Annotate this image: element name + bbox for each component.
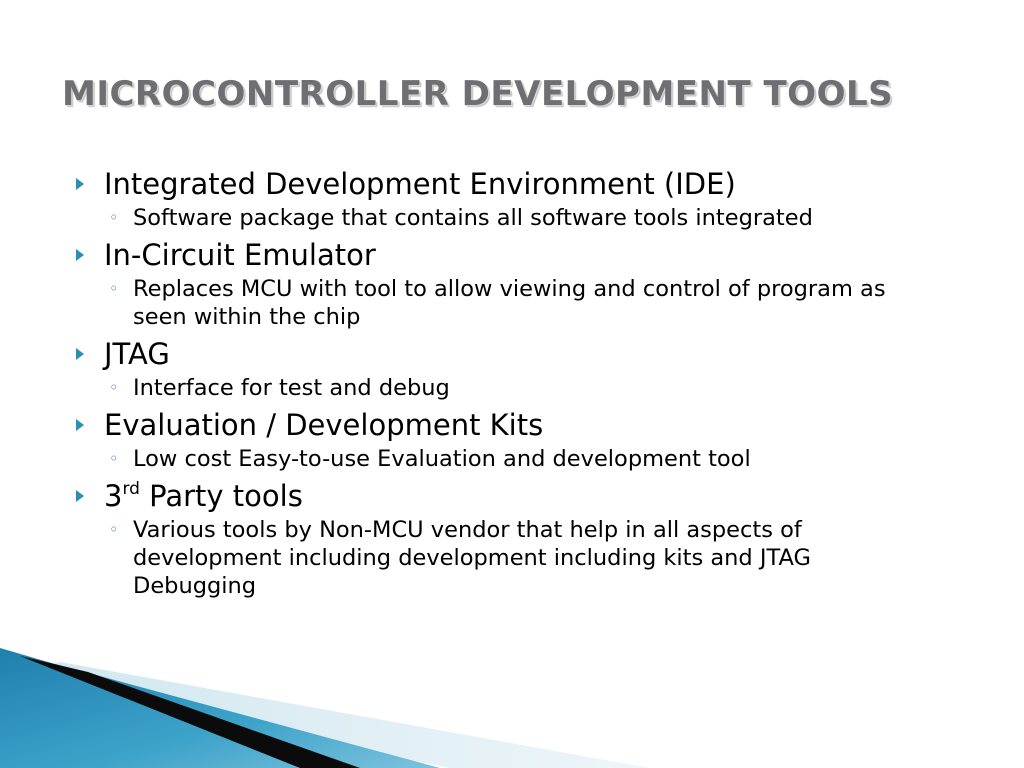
sub-bullet-item xyxy=(109,374,933,402)
bullet-text: In-Circuit Emulator xyxy=(104,238,376,272)
bullet-text: Party tools xyxy=(139,479,303,513)
bullet-item xyxy=(76,166,956,202)
bullet-text-ordinal: rd xyxy=(122,479,140,499)
sub-bullet-item xyxy=(109,204,933,232)
triangle-right-icon xyxy=(76,249,84,261)
sub-bullet-text: Interface for test and debug xyxy=(133,375,450,401)
list-item xyxy=(76,336,956,402)
hollow-circle-icon: ◦ xyxy=(109,279,119,298)
bullet-text-number: 3 xyxy=(104,479,123,513)
hollow-circle-icon: ◦ xyxy=(109,208,119,227)
triangle-right-icon xyxy=(76,490,84,502)
hollow-circle-icon: ◦ xyxy=(109,520,119,539)
sub-bullet-item xyxy=(109,516,933,600)
sub-bullet-text: Replaces MCU with tool to allow viewing and control of program as seen within the chip xyxy=(133,276,886,330)
bullet-text: Evaluation / Development Kits xyxy=(104,408,544,442)
triangle-right-icon xyxy=(76,419,84,431)
sub-bullet-text: Software package that contains all software tools integrated xyxy=(133,205,813,231)
bullet-item xyxy=(76,478,956,514)
sub-bullet-text: Various tools by Non-MCU vendor that help in all aspects of development including development including kits and JTAG Debugging xyxy=(133,517,811,599)
sub-bullet-text: Low cost Easy-to-use Evaluation and development tool xyxy=(133,446,751,472)
triangle-right-icon xyxy=(76,348,84,360)
bullet-text: Integrated Development Environment (IDE) xyxy=(104,167,736,201)
hollow-circle-icon: ◦ xyxy=(109,449,119,468)
list-item xyxy=(76,478,956,600)
triangle-right-icon xyxy=(76,178,84,190)
bullet-list xyxy=(76,166,956,605)
bullet-item xyxy=(76,407,956,443)
list-item xyxy=(76,407,956,473)
sub-bullet-item xyxy=(109,445,933,473)
slide-title: MICROCONTROLLER DEVELOPMENT TOOLS xyxy=(62,74,894,114)
decorative-swoosh xyxy=(0,640,1024,768)
list-item xyxy=(76,237,956,331)
hollow-circle-icon: ◦ xyxy=(109,378,119,397)
sub-bullet-item xyxy=(109,275,933,331)
bullet-text: JTAG xyxy=(104,337,170,371)
list-item xyxy=(76,166,956,232)
bullet-item xyxy=(76,237,956,273)
bullet-item xyxy=(76,336,956,372)
